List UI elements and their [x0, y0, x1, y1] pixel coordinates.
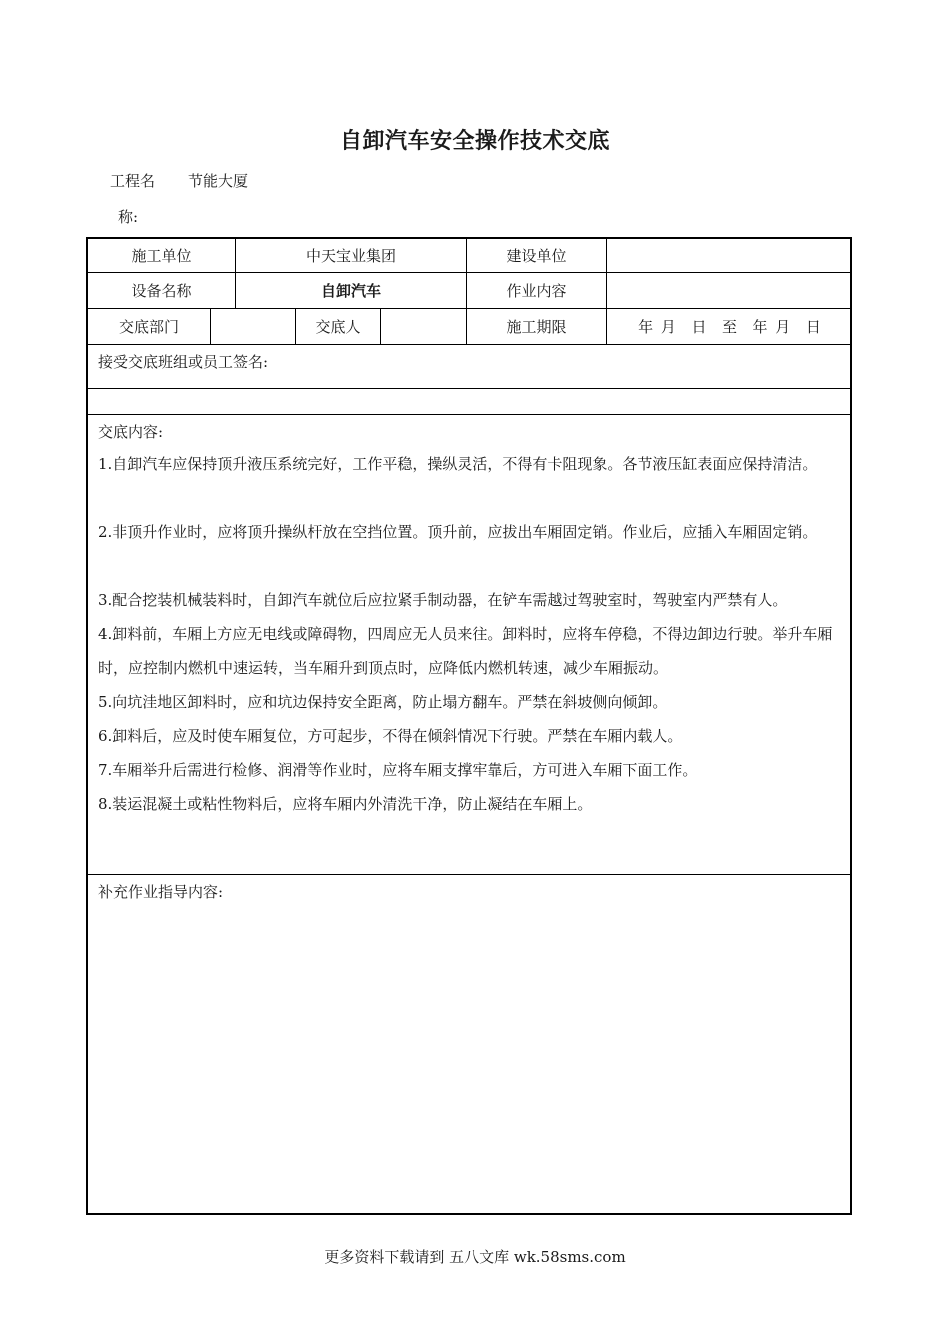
- build-unit-label: 建设单位: [506, 247, 567, 265]
- footer-note: 更多资料下载请到 五八文库 wk.58sms.com: [324, 1248, 626, 1266]
- row-divider: [88, 874, 850, 875]
- row-divider: [88, 388, 850, 389]
- briefing-item-6: 6.卸料后，应及时使车厢复位，方可起步，不得在倾斜情况下行驶。严禁在车厢内载人。: [98, 727, 683, 745]
- briefing-form-table: [86, 237, 852, 1215]
- work-content-value[interactable]: [607, 273, 852, 308]
- period-value[interactable]: 年 月 日 至 年 月 日: [638, 318, 821, 336]
- construction-unit-value[interactable]: 中天宝业集团: [305, 247, 396, 265]
- equipment-value[interactable]: 自卸汽车: [320, 282, 381, 300]
- row-divider: [88, 344, 850, 345]
- construction-unit-label: 施工单位: [131, 247, 192, 265]
- briefer-value[interactable]: [381, 309, 466, 344]
- dept-value[interactable]: [211, 309, 295, 344]
- document-title: 自卸汽车安全操作技术交底: [339, 129, 610, 154]
- briefing-item-2: 2.非顶升作业时，应将顶升操纵杆放在空挡位置。顶升前，应拔出车厢固定销。作业后，应插入车厢固定销。: [98, 523, 818, 541]
- project-name-value: 节能大厦: [188, 172, 249, 190]
- supplement-label: 补充作业指导内容:: [98, 883, 224, 901]
- briefing-item-4: 4.卸料前，车厢上方应无电线或障碍物，四周应无人员来往。卸料时，应将车停稳，不得边卸边行驶。举升车厢时，应控制内燃机中速运转，当车厢升到顶点时，应降低内燃机转速，减少车厢振动。: [98, 625, 833, 677]
- briefing-item-1: 1.自卸汽车应保持顶升液压系统完好，工作平稳，操纵灵活，不得有卡阻现象。各节液压缸表面应保持清洁。: [98, 455, 818, 473]
- content-label: 交底内容:: [98, 423, 164, 441]
- project-name-label: 工程名: [110, 172, 156, 190]
- equipment-label: 设备名称: [131, 282, 192, 300]
- briefing-item-5: 5.向坑洼地区卸料时，应和坑边保持安全距离，防止塌方翻车。严禁在斜坡侧向倾卸。: [98, 693, 668, 711]
- dept-label: 交底部门: [118, 318, 179, 336]
- briefer-label: 交底人: [315, 318, 361, 336]
- briefing-item-3: 3.配合挖装机械装料时，自卸汽车就位后应拉紧手制动器，在铲车需越过驾驶室时，驾驶室内严禁有人。: [98, 591, 788, 609]
- work-content-label: 作业内容: [506, 282, 567, 300]
- project-name-label-continued: 称:: [118, 208, 139, 226]
- briefing-item-7: 7.车厢举升后需进行检修、润滑等作业时，应将车厢支撑牢靠后，方可进入车厢下面工作。: [98, 761, 698, 779]
- period-label: 施工期限: [506, 318, 567, 336]
- briefing-item-8: 8.装运混凝土或粘性物料后，应将车厢内外清洗干净，防止凝结在车厢上。: [98, 795, 593, 813]
- row-divider: [88, 414, 850, 415]
- build-unit-value[interactable]: [607, 239, 852, 272]
- signature-label: 接受交底班组或员工签名:: [98, 353, 269, 371]
